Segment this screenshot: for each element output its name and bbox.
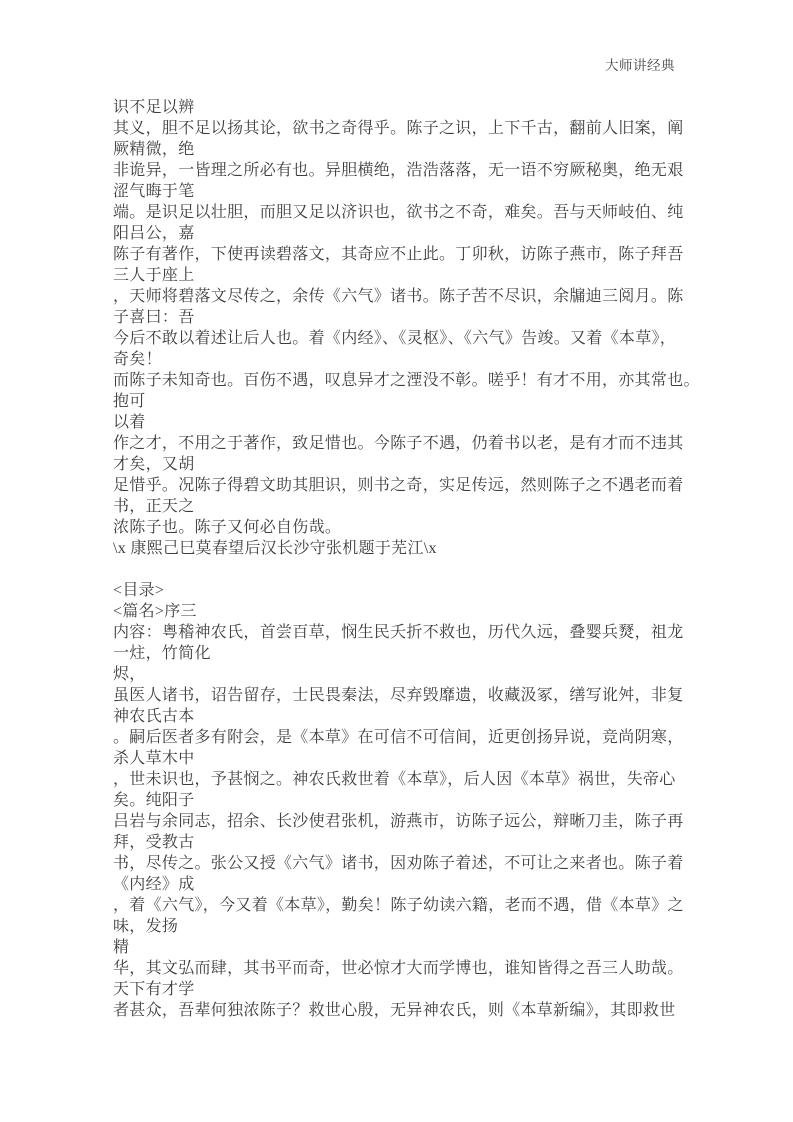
text-line: 天下有才学 (113, 981, 195, 998)
document-body (113, 97, 700, 1021)
page-header-title: 大师讲经典 (605, 58, 675, 73)
text-line: 书，尽传之。张公又授《六气》诸书，因劝陈子着述，不可让之来者也。陈子着 (113, 855, 684, 872)
text-line: 烬， (113, 666, 146, 683)
text-line: 非诡异，一皆理之所必有也。异胆横绝，浩浩落落，无一语不穷厥秘奥，绝无艰 (113, 162, 684, 179)
text-line: 浓陈子也。陈子又何必自伤哉。 (113, 519, 342, 536)
text-line: 拜，受教古 (113, 834, 195, 851)
text-line: 厥精微，绝 (113, 141, 195, 158)
text-line: 奇矣！ (113, 351, 162, 368)
text-line: 涩气晦于笔 (113, 183, 195, 200)
text-line: <目录> (113, 582, 165, 599)
text-line: 虽医人诸书，诏告留存，士民畏秦法，尽弃毁靡遗，收藏汲冢，缮写讹舛，非复 (113, 687, 684, 704)
text-line: 以着 (113, 414, 146, 431)
text-line: 华，其文弘而肆，其书平而奇，世必惊才大而学博也，谁知皆得之吾三人助哉。 (113, 960, 684, 977)
text-line: 矣。纯阳子 (113, 792, 195, 809)
text-line: ，着《六气》，今又着《本草》，勤矣！陈子幼读六籍，老而不遇，借《本草》之 (113, 897, 684, 914)
text-line: 神农氏古本 (113, 708, 195, 725)
text-line: 杀人草木中 (113, 750, 195, 767)
text-line: \x 康熙己巳莫春望后汉长沙守张机题于芜江\x (113, 540, 437, 557)
text-line: ，世未识也，予甚悯之。神农氏救世着《本草》，后人因《本草》祸世，失帝心 (113, 771, 676, 788)
text-line: 味，发扬 (113, 918, 179, 935)
text-line: 抱可 (113, 393, 146, 410)
text-line: 书，正天之 (113, 498, 195, 515)
text-line: 一炷，竹简化 (113, 645, 211, 662)
text-line: 端。是识足以壮胆，而胆又足以济识也，欲书之不奇，难矣。吾与天师岐伯、纯 (113, 204, 684, 221)
text-line: 子喜曰：吾 (113, 309, 195, 326)
text-line (113, 559, 691, 580)
text-line: 识不足以辨 (113, 99, 195, 116)
text-line: 。嗣后医者多有附会，是《本草》在可信不可信间，近更创扬异说，竞尚阴寒， (113, 729, 684, 746)
text-line: 《内经》成 (113, 876, 195, 893)
text-line: 阳吕公，嘉 (113, 225, 195, 242)
text-line: 其义，胆不足以扬其论，欲书之奇得乎。陈子之识，上下千古，翻前人旧案，阐 (113, 120, 684, 137)
text-line: 而陈子未知奇也。百伤不遇，叹息异才之湮没不彰。嗟乎！有才不用，亦其常也。 (113, 372, 700, 389)
text-line: 内容：粤稽神农氏，首尝百草，悯生民夭折不救也，历代久远，叠婴兵燹，祖龙 (113, 624, 684, 641)
text-line: 作之才，不用之于著作，致足惜也。今陈子不遇，仍着书以老，是有才而不违其 (113, 435, 684, 452)
text-line: 足惜乎。况陈子得碧文助其胆识，则书之奇，实足传远，然则陈子之不遇老而着 (113, 477, 684, 494)
text-line: 吕岩与余同志，招余、长沙使君张机，游燕市，访陈子远公，辩晰刀圭，陈子再 (113, 813, 684, 830)
text-line: 才矣，又胡 (113, 456, 195, 473)
text-line: <篇名>序三 (113, 603, 197, 620)
text-line: 三人于座上 (113, 267, 195, 284)
text-line: ，天师将碧落文尽传之，余传《六气》诸书。陈子苦不尽识，余牖迪三阅月。陈 (113, 288, 684, 305)
text-line: 精 (113, 939, 130, 956)
text-line: 今后不敢以着述让后人也。着《内经》、《灵枢》、《六气》告竣。又着《本草》， (113, 330, 677, 347)
text-line: 者甚众，吾辈何独浓陈子？救世心殷，无异神农氏，则《本草新编》，其即救世 (113, 1002, 676, 1019)
text-line: 陈子有著作，下使再读碧落文，其奇应不止此。丁卯秋，访陈子燕市，陈子拜吾 (113, 246, 684, 263)
